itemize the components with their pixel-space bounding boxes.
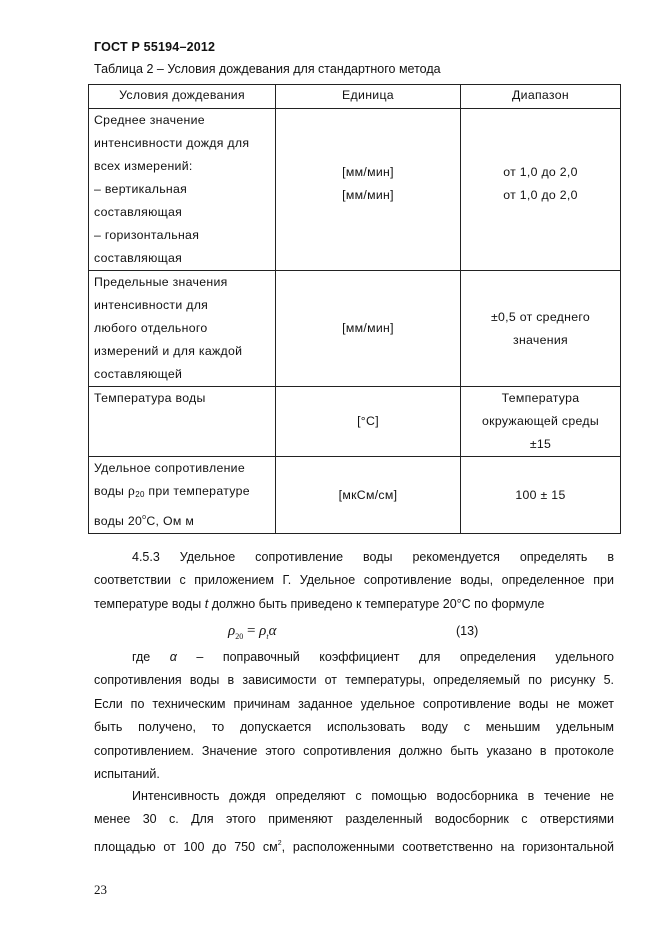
rain-conditions-table xyxy=(88,84,621,534)
column-header-unit: Единица xyxy=(276,85,461,109)
paragraph-where-alpha: где α – поправочный коэффициент для определения удельного сопротивления воды в зависимости от температуры, определяемый по рисунку 5. Если по техническим причинам заданное удельное сопротивление воды не может быть получено, то допускается использовать воду с меньшим удельным сопротивлением. Значение этого сопротивления должно быть указано в протоколе испытаний. xyxy=(94,650,614,782)
column-header-condition: Условия дождевания xyxy=(89,85,276,109)
range-cell: ±0,5 от среднего значения xyxy=(461,271,621,387)
table-row xyxy=(89,109,621,271)
condition-cell: Предельные значения интенсивности для любого отдельного измерений и для каждой составляющей xyxy=(89,271,276,387)
unit-cell: [мкСм/см] xyxy=(276,457,461,534)
range-cell: Температура окружающей среды ±15 xyxy=(461,387,621,457)
range-cell: 100 ± 15 xyxy=(461,457,621,534)
resistivity-formula: $\rho_{20} = \rho_t\alpha$ xyxy=(228,623,277,641)
table-row xyxy=(89,457,621,534)
unit-cell: [°C] xyxy=(276,387,461,457)
table-row xyxy=(89,387,621,457)
column-header-range: Диапазон xyxy=(461,85,621,109)
unit-cell: [мм/мин] xyxy=(276,271,461,387)
condition-cell: Среднее значение интенсивности дождя для всех измерений: – вертикальная составляющая – горизонтальная составляющая xyxy=(89,109,276,271)
unit-cell: [мм/мин] [мм/мин] xyxy=(276,109,461,271)
table-row xyxy=(89,271,621,387)
table-header-row xyxy=(89,85,621,109)
paragraph-rain-intensity: Интенсивность дождя определяют с помощью водосборника в течение не менее 30 с. Для этого применяют разделенный водосборник с отверстиями площадью от 100 до 750 $см^2$, расположенными соответственно на горизонтальной xyxy=(94,789,614,854)
condition-cell: Температура воды xyxy=(89,387,276,457)
formula-number: (13) xyxy=(456,624,479,638)
range-cell: от 1,0 до 2,0 от 1,0 до 2,0 xyxy=(461,109,621,271)
table-caption: Таблица 2 – Условия дождевания для стандартного метода xyxy=(94,62,441,76)
document-standard-header: ГОСТ Р 55194–2012 xyxy=(94,40,216,54)
condition-cell: Удельное сопротивление воды $\rho_{20}$ при температуре воды 20$^o$С, Ом м xyxy=(89,457,276,534)
paragraph-4-5-3: 4.5.3 Удельное сопротивление воды рекомендуется определять в соответствии с приложением Г. Удельное сопротивление воды, определенное при температуре воды t должно быть приведено к температуре 20°С по формуле xyxy=(94,550,614,611)
page-number: 23 xyxy=(94,882,107,897)
